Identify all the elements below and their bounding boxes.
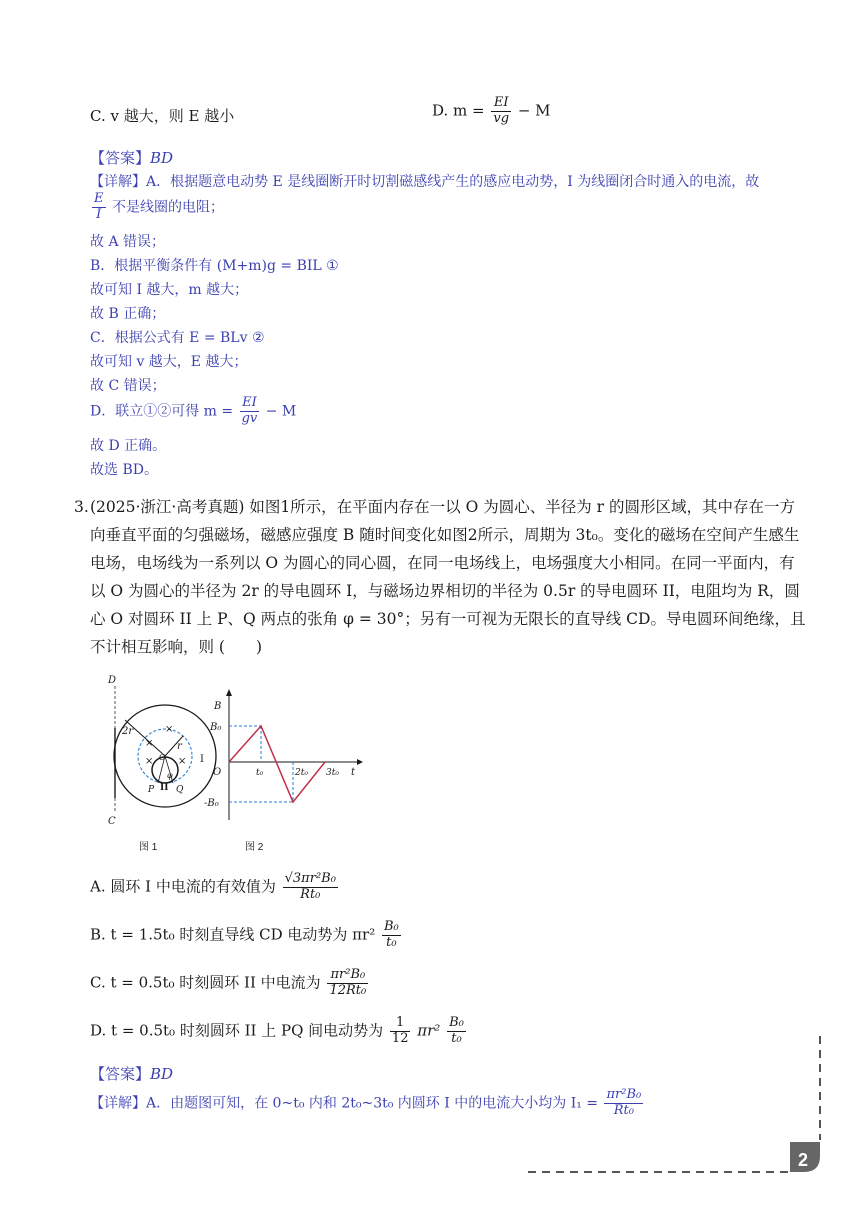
- page-number: 2: [798, 1150, 809, 1170]
- label-o: O: [159, 753, 166, 762]
- choice-d-fraction-1: [390, 1016, 411, 1047]
- fraction-denominator: 12Rt₀: [329, 982, 367, 998]
- fraction-denominator: Rt₀: [613, 1102, 634, 1118]
- detail-1-line-10: [90, 396, 296, 427]
- cross-mark: ×: [145, 738, 154, 749]
- option-d-denominator: vg: [493, 110, 510, 126]
- detail-1-line-12: 故选 BD。: [90, 462, 158, 478]
- detail-1-line-4: B．根据平衡条件有 (M+m)g = BIL ①: [90, 258, 339, 274]
- cross-mark: ×: [165, 724, 174, 735]
- label-2r: 2r: [122, 726, 134, 737]
- label-r: r: [177, 741, 182, 752]
- answer-2: [90, 1064, 173, 1084]
- fraction-numerator: E: [94, 191, 104, 206]
- label-q: Q: [176, 785, 184, 795]
- detail-1-line-8: 故可知 v 越大，E 越大；: [90, 354, 248, 370]
- answer-value: BD: [150, 1065, 174, 1083]
- label-d: D: [108, 675, 117, 686]
- fraction-denominator: I: [96, 206, 102, 222]
- figure-2: [204, 689, 363, 853]
- fraction-numerator: 1: [390, 1016, 411, 1032]
- fraction-numerator: B₀: [384, 919, 399, 934]
- fraction-numerator: EI: [240, 396, 260, 412]
- question-figures: [95, 672, 375, 862]
- option-d-numerator: EI: [491, 96, 511, 112]
- choice-c-text: C. t = 0.5t₀ 时刻圆环 II 中电流为: [90, 973, 321, 992]
- label-p: P: [148, 785, 155, 795]
- figure-2-caption: 图 2: [245, 842, 264, 853]
- detail-text: A．根据题意电动势 E 是线圈断开时切割磁感线产生的感应电动势，I 为线圈闭合时通入的电流，故: [146, 174, 760, 190]
- answer-1: [90, 148, 173, 168]
- detail-1-line-7: C．根据公式有 E = BLv ②: [90, 330, 265, 346]
- detail-1-line-2: [90, 192, 224, 223]
- answer-tag: 【答案】: [90, 149, 151, 167]
- answer-tag: 【答案】: [90, 1065, 151, 1083]
- label-2t0: 2t₀: [295, 768, 308, 778]
- option-d-top: [432, 96, 551, 127]
- figure-1-caption: 图 1: [139, 842, 158, 853]
- fraction-denominator: Rt₀: [300, 886, 321, 902]
- option-c-text: C. v 越大，则 E 越小: [90, 107, 235, 125]
- option-c-top: [90, 104, 234, 128]
- detail-1-line-11: 故 D 正确。: [90, 438, 167, 454]
- choice-d: [90, 1016, 468, 1047]
- question-3-text: (2025·浙江·高考真题) 如图1所示，在平面内存在一以 O 为圆心、半径为 r 的圆形区域，其中存在一方向垂直平面的匀强磁场，磁感应强度 B 随时间变化如图2所示，周期为 3t₀。变化的磁场在空间产生感生电场，电场线为一系列以 O 为圆心的同心圆，在同一电场线上，电场强度大小相同。在同一平面内，有以 O 为圆心的半径为 2r 的导电圆环 I，与磁场边界相切的半径为 0.5r 的导电圆环 II，电阻均为 R，圆心 O 对圆环 II 上 P、Q 两点的张角 φ = 30°；另有一可视为无限长的直导线 CD。导电圆环间绝缘，且不计相互影响，则 ( ): [90, 498, 806, 656]
- detail-text: 不是线圈的电阻；: [111, 199, 224, 216]
- choice-a: [90, 872, 340, 903]
- label-origin: O: [213, 767, 222, 778]
- detail-1-line-5: 故可知 I 越大，m 越大；: [90, 282, 249, 298]
- page-corner-decoration: [520, 1030, 830, 1180]
- choice-d-fraction-2: [447, 1016, 466, 1047]
- detail-1-line-3: 故 A 错误；: [90, 234, 166, 250]
- fraction-numerator: B₀: [449, 1015, 464, 1030]
- m-fraction: [240, 396, 260, 427]
- detail-tag: 【详解】: [90, 1095, 146, 1112]
- cross-mark: ×: [178, 756, 187, 767]
- fraction-numerator: πr²B₀: [606, 1087, 642, 1102]
- label-phi: φ: [167, 771, 173, 780]
- choice-d-text: D. t = 0.5t₀ 时刻圆环 II 上 PQ 间电动势为: [90, 1021, 384, 1040]
- choice-b-fraction: [382, 920, 401, 951]
- option-d-fraction: [491, 96, 511, 127]
- b-axis-arrow: [226, 689, 232, 696]
- detail-1-line-9: 故 C 错误；: [90, 378, 166, 394]
- choice-c-fraction: [327, 968, 368, 999]
- detail-1-line-6: 故 B 正确；: [90, 306, 166, 322]
- fraction-denominator: t₀: [386, 934, 397, 950]
- cross-mark: ×: [145, 756, 154, 767]
- fraction-denominator: t₀: [451, 1030, 462, 1046]
- figure-1: [107, 675, 216, 853]
- detail-text: A．由题图可知，在 0~t₀ 内和 2t₀~3t₀ 内圆环 I 中的电流大小均为 I₁ =: [146, 1095, 599, 1112]
- fraction-denominator: 12: [391, 1030, 409, 1046]
- fraction-numerator: √3πr²B₀: [284, 871, 336, 886]
- label-i: I: [200, 754, 204, 765]
- option-d-suffix: − M: [517, 101, 551, 120]
- label-t: t: [351, 767, 356, 778]
- b-curve: [229, 726, 325, 802]
- label-3t0: 3t₀: [326, 768, 339, 778]
- fraction-denominator: gv: [241, 410, 258, 426]
- detail-1-line-1: [90, 172, 759, 192]
- question-number: 3.: [74, 498, 89, 516]
- label-ii: II: [160, 783, 169, 793]
- detail-text: − M: [265, 403, 297, 420]
- label-b0: B₀: [210, 722, 222, 733]
- choice-b-text: B. t = 1.5t₀ 时刻直导线 CD 电动势为 πr²: [90, 925, 376, 944]
- detail-text: D．联立①②可得 m =: [90, 403, 234, 420]
- t-axis-arrow: [357, 759, 363, 765]
- fraction-numerator: πr²B₀: [327, 968, 368, 984]
- label-b: B: [214, 701, 222, 712]
- e-over-i-fraction: [92, 192, 106, 223]
- choice-a-fraction: [283, 872, 338, 903]
- detail-tag: 【详解】: [90, 174, 146, 190]
- label-t0: t₀: [256, 768, 264, 778]
- choice-d-mid: πr²: [417, 1021, 441, 1040]
- label-neg-b0: -B₀: [204, 798, 219, 809]
- choice-b: [90, 920, 403, 951]
- option-d-prefix: D. m =: [432, 101, 485, 120]
- choice-c: [90, 968, 370, 999]
- answer-value: BD: [150, 149, 174, 167]
- label-c: C: [108, 816, 116, 827]
- choice-a-text: A. 圆环 I 中电流的有效值为: [90, 877, 276, 896]
